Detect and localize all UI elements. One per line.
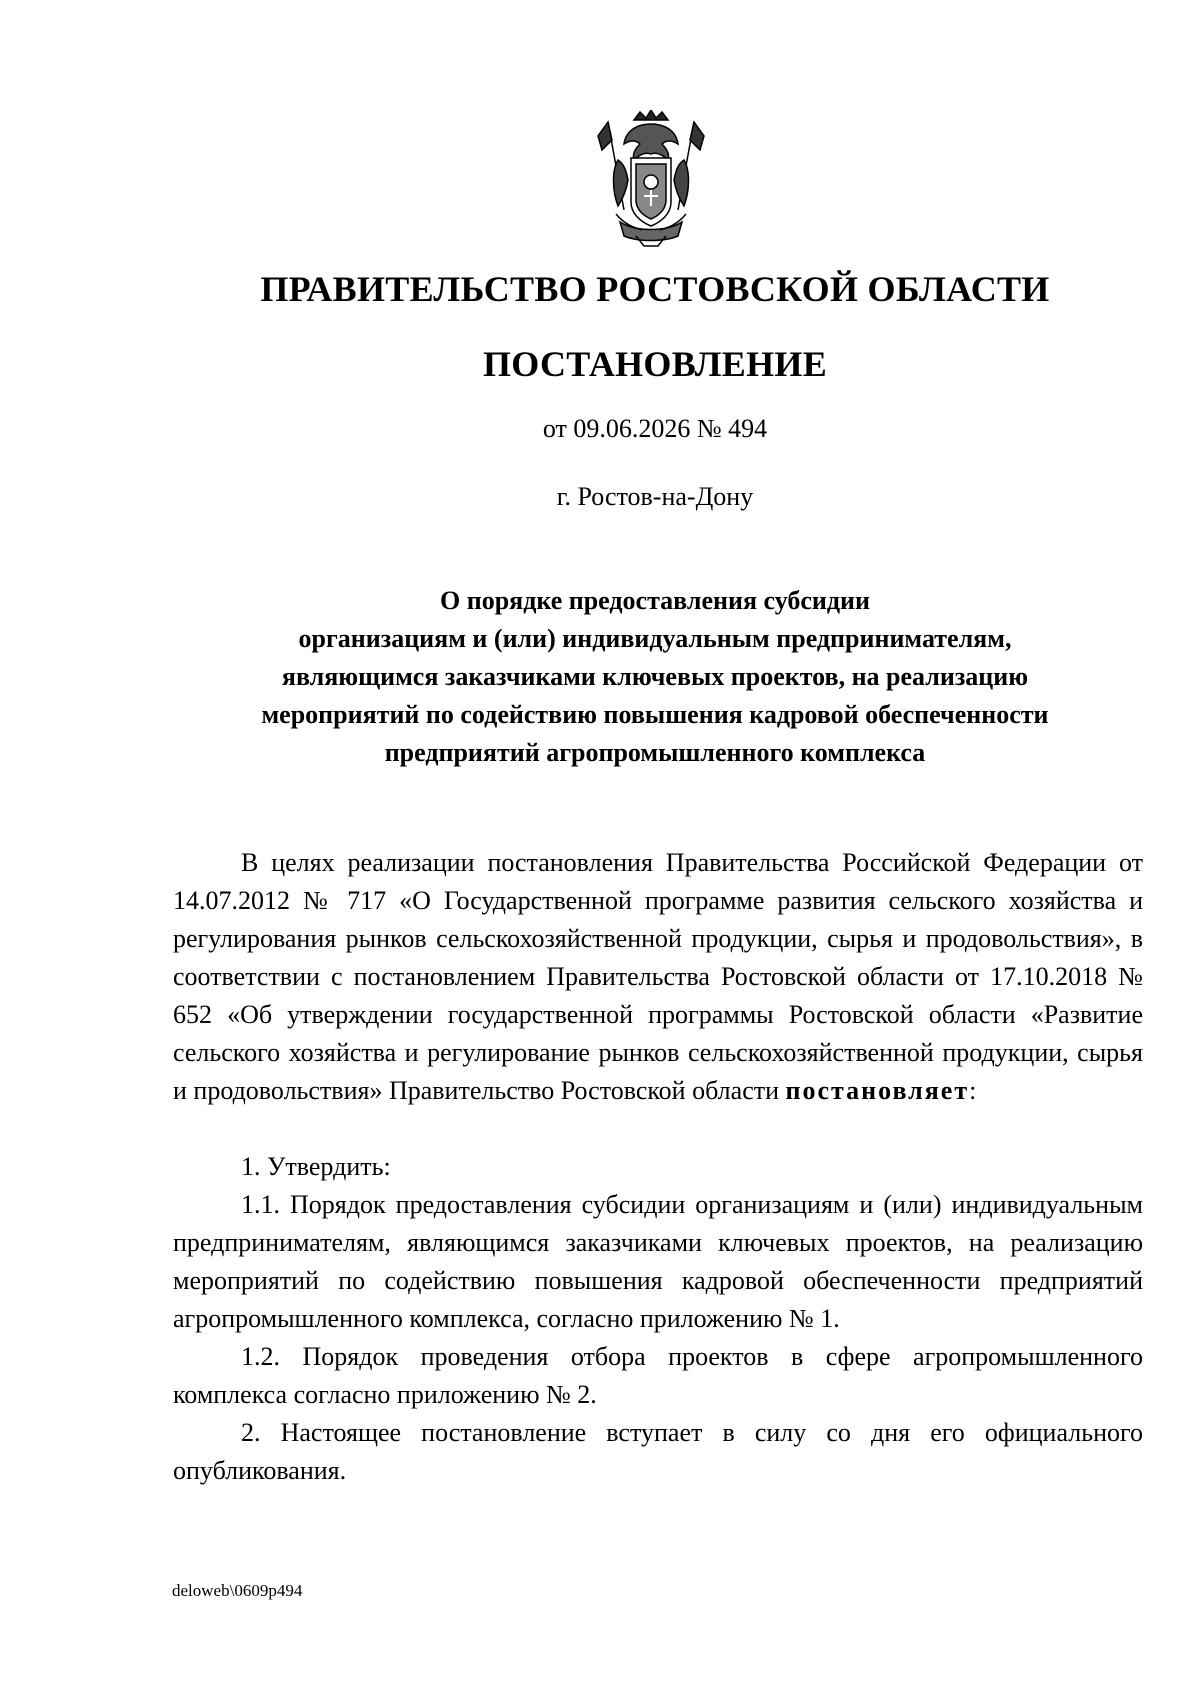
subject-line: организациям и (или) индивидуальным предпринимателям, bbox=[298, 624, 1012, 653]
subject-line: являющимся заказчиками ключевых проектов, на реализацию bbox=[281, 662, 1029, 691]
decree-colon: : bbox=[969, 1076, 977, 1105]
paragraph-spacer bbox=[173, 1110, 1143, 1148]
subject-line: предприятий агропромышленного комплекса bbox=[384, 738, 926, 767]
clause-1-2: 1.2. Порядок проведения отбора проектов в сфере агропромышленного комплекса согласно приложению № 2. bbox=[173, 1342, 1143, 1409]
decree-word: постановляет bbox=[785, 1076, 970, 1105]
clause-1: 1. Утвердить: bbox=[241, 1152, 391, 1181]
subject-line: мероприятий по содействию повышения кадровой обеспеченности bbox=[261, 700, 1049, 729]
document-city: г. Ростов-на-Дону bbox=[556, 482, 754, 511]
document-body bbox=[173, 844, 1143, 1490]
clause-1-1: 1.1. Порядок предоставления субсидии организациям и (или) индивидуальным предпринимателям, являющимся заказчиками ключевых проектов, на реализацию мероприятий по содействию повышения кадровой обеспеченности предприятий агропромышленного комплекса, согласно приложению № 1. bbox=[173, 1190, 1143, 1333]
coat-of-arms-icon bbox=[596, 110, 706, 248]
document-type-heading: ПОСТАНОВЛЕНИЕ bbox=[482, 344, 828, 384]
preamble-text: В целях реализации постановления Правительства Российской Федерации от 14.07.2012 № 717 «О Государственной программе развития сельского хозяйства и регулирования рынков сельскохозяйственной продукции, сырья и продовольствия», в соответствии с постановлением Правительства Ростовской области от 17.10.2018 № 652 «Об утверждении государственной программы Ростовской области «Развитие сельского хозяйства и регулирование рынков сельскохозяйственной продукции, сырья и продовольствия» Правительство Ростовской области bbox=[173, 848, 1143, 1105]
document-subject bbox=[0, 582, 1200, 772]
document-date-number: от 09.06.2026 № 494 bbox=[542, 414, 768, 443]
clause-2: 2. Настоящее постановление вступает в силу со дня его официального опубликования. bbox=[173, 1418, 1143, 1485]
preamble-paragraph bbox=[173, 844, 1143, 1110]
subject-line: О порядке предоставления субсидии bbox=[439, 586, 870, 615]
footer-file-code: deloweb\0609p494 bbox=[172, 1581, 303, 1600]
government-title: ПРАВИТЕЛЬСТВО РОСТОВСКОЙ ОБЛАСТИ bbox=[260, 269, 1050, 309]
